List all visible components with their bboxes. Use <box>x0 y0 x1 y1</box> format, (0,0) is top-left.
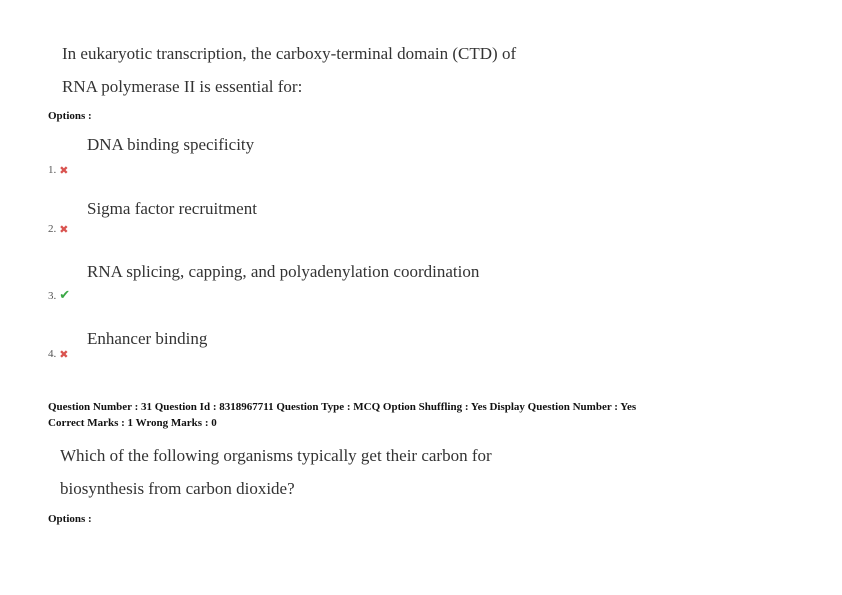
question-text-line-2: RNA polymerase II is essential for: <box>62 77 303 96</box>
question-meta-line-2: Correct Marks : 1 Wrong Marks : 0 <box>48 417 217 429</box>
cross-icon: ✖ <box>59 222 69 236</box>
option-3-marker <box>48 289 70 302</box>
next-options-label: Options : <box>48 513 92 525</box>
option-2-number: 2. <box>48 223 57 235</box>
options-label: Options : <box>48 110 92 122</box>
option-3-text: RNA splicing, capping, and polyadenylation coordination <box>87 262 480 281</box>
option-4-marker <box>48 348 68 360</box>
option-2-text: Sigma factor recruitment <box>87 199 257 218</box>
cross-icon: ✖ <box>59 163 69 177</box>
check-icon: ✔ <box>59 288 71 303</box>
next-question-text-line-1: Which of the following organisms typically get their carbon for <box>60 446 492 465</box>
option-4-number: 4. <box>48 348 57 360</box>
cross-icon: ✖ <box>59 347 69 361</box>
option-1-text: DNA binding specificity <box>87 135 255 154</box>
next-question-text-line-2: biosynthesis from carbon dioxide? <box>60 479 295 498</box>
option-4-text: Enhancer binding <box>87 329 208 348</box>
option-1-number: 1. <box>48 164 57 176</box>
option-3-number: 3. <box>48 289 57 302</box>
question-meta-line-1: Question Number : 31 Question Id : 8318967711 Question Type : MCQ Option Shuffling : Yes Display Question Number : Yes <box>48 401 637 413</box>
option-1-marker <box>48 164 68 176</box>
option-2-marker <box>48 223 68 235</box>
question-text-line-1: In eukaryotic transcription, the carboxy-terminal domain (CTD) of <box>62 44 517 63</box>
